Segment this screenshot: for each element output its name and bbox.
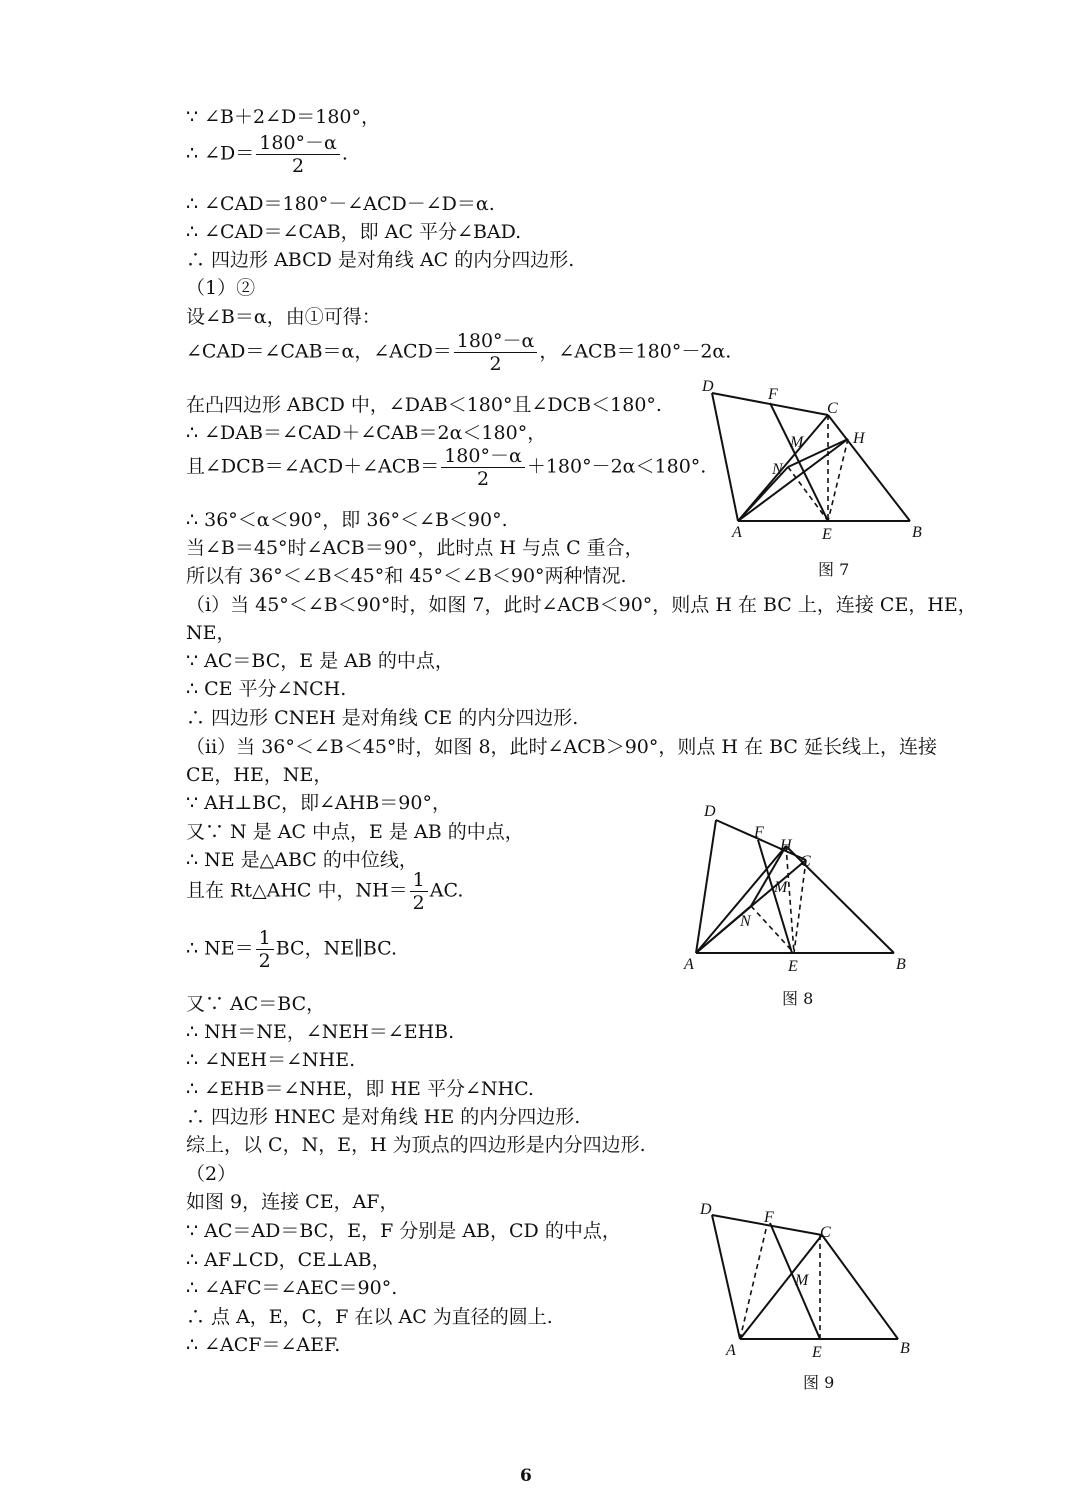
text-line: 所以有 36°＜∠B＜45°和 45°＜∠B＜90°两种情况. — [186, 565, 627, 587]
fig8-label-E: E — [788, 958, 798, 975]
text-line — [186, 445, 706, 490]
figure-9-diagram — [690, 1195, 930, 1365]
figure-8-caption: 图 8 — [782, 989, 814, 1008]
fraction-numerator: 180°－α — [454, 330, 538, 353]
line-text: BC，NE∥BC. — [275, 937, 398, 960]
text-line: NE， — [186, 622, 236, 644]
fraction — [454, 330, 538, 375]
fraction-numerator: 1 — [410, 869, 428, 892]
fraction — [256, 132, 340, 177]
figure-9-caption: 图 9 — [803, 1373, 835, 1392]
line-text: AC. — [429, 879, 464, 902]
text-line: 在凸四边形 ABCD 中，∠DAB＜180°且∠DCB＜180°. — [186, 394, 662, 416]
text-line — [186, 330, 731, 375]
fig7-label-N: N — [772, 461, 783, 478]
text-line: ∴ ∠AFC＝∠AEC＝90°. — [186, 1277, 398, 1299]
fraction-numerator: 180°－α — [256, 132, 340, 155]
fraction-numerator: 180°－α — [441, 445, 525, 468]
text-line: 设∠B＝α，由①可得： — [186, 306, 381, 328]
text-line: 又∵ AC＝BC， — [186, 993, 326, 1015]
text-line: 如图 9，连接 CE，AF， — [186, 1191, 399, 1213]
text-line: （ii）当 36°＜∠B＜45°时，如图 8，此时∠ACB＞90°，则点 H 在 BC 延长线上，连接 — [186, 736, 937, 758]
text-line: ∴ ∠CAD＝180°－∠ACD－∠D＝α. — [186, 193, 495, 215]
text-line: ∴ AF⊥CD，CE⊥AB， — [186, 1249, 391, 1271]
line-text: 且在 Rt△AHC 中，NH＝ — [186, 879, 408, 902]
text-line: ∴ ∠EHB＝∠NHE，即 HE 平分∠NHC. — [186, 1078, 534, 1100]
fraction-denominator: 2 — [258, 950, 271, 972]
fig7-label-A: A — [732, 524, 742, 541]
fig9-label-F: F — [764, 1209, 774, 1226]
fig7-label-H: H — [853, 430, 865, 447]
text-line: ∴ 点 A，E，C，F 在以 AC 为直径的圆上. — [186, 1306, 553, 1328]
fig8-label-M: M — [774, 879, 788, 896]
fig8-label-D: D — [704, 803, 716, 820]
line-text: . — [341, 142, 348, 165]
figure-7-caption: 图 7 — [818, 560, 850, 579]
text-line — [186, 927, 397, 972]
text-line: ∴ ∠NEH＝∠NHE. — [186, 1049, 356, 1071]
text-line: ∴ 36°＜α＜90°，即 36°＜∠B＜90°. — [186, 509, 508, 531]
line-text: 且∠DCB＝∠ACD＋∠ACB＝ — [186, 455, 440, 478]
line-text: ∴ NE＝ — [186, 937, 254, 960]
fig9-label-E: E — [812, 1344, 822, 1361]
text-line: ∴ CE 平分∠NCH. — [186, 678, 347, 700]
text-line: 又∵ N 是 AC 中点，E 是 AB 的中点， — [186, 821, 524, 843]
fig9-label-M: M — [795, 1272, 809, 1289]
text-line: 当∠B＝45°时∠ACB＝90°，此时点 H 与点 C 重合， — [186, 537, 644, 559]
fig9-label-D: D — [700, 1201, 712, 1218]
text-line: ∴ ∠ACF＝∠AEF. — [186, 1334, 341, 1356]
figure-8-diagram — [680, 800, 920, 980]
text-line: ∴ NE 是△ABC 的中位线， — [186, 849, 418, 871]
text-line: （2） — [186, 1163, 237, 1185]
text-line: ∴ 四边形 ABCD 是对角线 AC 的内分四边形. — [186, 249, 575, 271]
text-line: ∴ 四边形 HNEC 是对角线 HE 的内分四边形. — [186, 1106, 581, 1128]
text-line: ∴ ∠DAB＝∠CAD＋∠CAB＝2α＜180°， — [186, 422, 547, 444]
fig8-label-A: A — [684, 956, 694, 973]
text-line: ∴ ∠CAD＝∠CAB，即 AC 平分∠BAD. — [186, 221, 522, 243]
fig7-label-D: D — [702, 378, 714, 395]
fig8-label-B: B — [896, 956, 906, 973]
text-line: ∴ NH＝NE，∠NEH＝∠EHB. — [186, 1021, 455, 1043]
fig9-label-C: C — [820, 1224, 831, 1241]
fig8-label-C: C — [800, 853, 811, 870]
line-text: ∴ ∠D＝ — [186, 142, 255, 165]
text-line — [186, 869, 463, 914]
fig9-label-B: B — [900, 1340, 910, 1357]
figure-7-diagram — [690, 375, 950, 550]
fig8-label-H: H — [780, 837, 792, 854]
page-number: 6 — [520, 1466, 532, 1486]
fraction-denominator: 2 — [476, 468, 490, 490]
fraction-numerator: 1 — [256, 927, 274, 950]
line-text: ∠CAD＝∠CAB＝α，∠ACD＝ — [186, 340, 452, 363]
line-text: ＋180°－2α＜180°. — [526, 455, 707, 478]
fraction-denominator: 2 — [489, 353, 502, 375]
text-line: （i）当 45°＜∠B＜90°时，如图 7，此时∠ACB＜90°，则点 H 在 BC 上，连接 CE，HE， — [186, 594, 977, 616]
text-line: CE，HE，NE， — [186, 764, 333, 786]
text-line: ∵ AC＝BC，E 是 AB 的中点， — [186, 650, 454, 672]
fig9-label-A: A — [726, 1342, 736, 1359]
fig7-label-B: B — [912, 524, 922, 541]
text-line: ∵ AH⊥BC，即∠AHB＝90°， — [186, 792, 451, 814]
fraction — [441, 445, 525, 490]
fig8-label-F: F — [754, 824, 764, 841]
text-line: ∴ 四边形 CNEH 是对角线 CE 的内分四边形. — [186, 707, 579, 729]
text-line: ∵ AC＝AD＝BC，E，F 分别是 AB，CD 的中点， — [186, 1220, 621, 1242]
fig8-label-N: N — [740, 913, 751, 930]
fraction-denominator: 2 — [292, 155, 305, 177]
text-line: 综上，以 C，N，E，H 为顶点的四边形是内分四边形. — [186, 1134, 646, 1156]
fig7-label-C: C — [827, 400, 838, 417]
fraction-denominator: 2 — [412, 892, 425, 914]
fig7-label-M: M — [790, 434, 804, 451]
fig7-label-E: E — [822, 526, 832, 543]
text-line — [186, 132, 348, 177]
text-line: ∵ ∠B＋2∠D＝180°， — [186, 106, 381, 128]
fig7-label-F: F — [768, 386, 778, 403]
line-text: ，∠ACB＝180°－2α. — [539, 340, 732, 363]
text-line: （1）② — [186, 277, 256, 299]
fraction — [410, 869, 428, 914]
fraction — [256, 927, 274, 972]
